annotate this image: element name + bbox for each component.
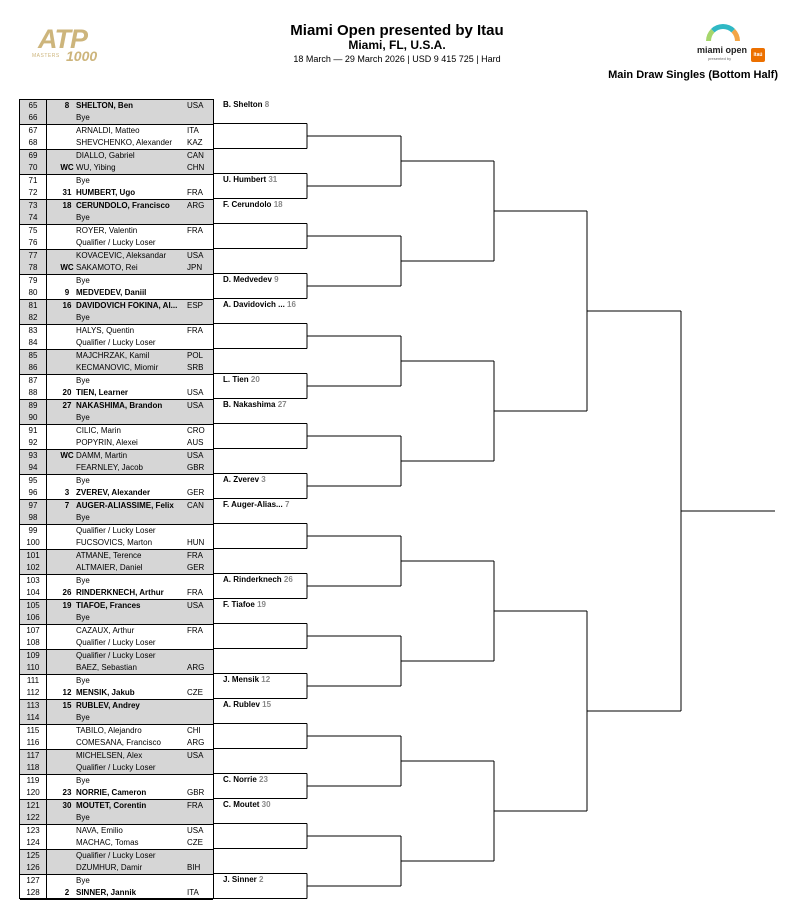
player-number: 81 — [28, 301, 38, 310]
player-name: MENSIK, Jakub — [76, 688, 135, 697]
player-number: 75 — [28, 226, 38, 235]
round2-player-name: F. Auger-Alias... — [223, 500, 283, 509]
round2-player-seed: 19 — [257, 600, 266, 609]
player-number: 83 — [28, 326, 38, 335]
player-number: 122 — [26, 813, 40, 822]
player-name: FUCSOVICS, Marton — [76, 538, 153, 547]
player-seed: 23 — [62, 788, 72, 797]
player-name: Bye — [76, 776, 90, 785]
round2-player-name: L. Tien — [223, 375, 249, 384]
player-name: Qualifier / Lucky Loser — [76, 638, 156, 647]
round2-player-name: A. Rinderknech — [223, 575, 282, 584]
round2-player-seed: 2 — [259, 875, 264, 884]
round2-player-seed: 30 — [261, 800, 271, 809]
tournament-info: 18 March — 29 March 2026 | USD 9 415 725 | Hard — [293, 54, 501, 64]
player-seed: 27 — [62, 401, 72, 410]
player-name: FEARNLEY, Jacob — [76, 463, 143, 472]
player-country: CHN — [187, 163, 205, 172]
player-name: Bye — [76, 113, 90, 122]
player-seed: 7 — [64, 501, 70, 510]
player-name: MACHAC, Tomas — [76, 838, 139, 847]
player-country: USA — [187, 251, 204, 260]
player-number: 118 — [26, 763, 40, 772]
round2-player — [223, 475, 266, 484]
round2-player-seed: 16 — [287, 300, 296, 309]
player-country: USA — [187, 601, 204, 610]
round2-player — [223, 575, 293, 584]
miami-open-logo-name: miami open — [697, 45, 748, 55]
player-name: ATMANE, Terence — [76, 551, 142, 560]
player-country: ARG — [187, 201, 205, 210]
player-country: GBR — [187, 788, 205, 797]
draw-section-title: Main Draw Singles (Bottom Half) — [608, 69, 778, 81]
player-seed: 12 — [62, 688, 72, 697]
player-number: 96 — [28, 488, 38, 497]
player-number: 66 — [28, 113, 38, 122]
player-name: MEDVEDEV, Daniil — [76, 288, 147, 297]
player-number: 127 — [26, 876, 40, 885]
player-number: 94 — [28, 463, 38, 472]
player-number: 72 — [28, 188, 38, 197]
round2-player-name: F. Cerundolo — [223, 200, 272, 209]
player-seed: 2 — [64, 888, 70, 897]
player-name: Qualifier / Lucky Loser — [76, 238, 156, 247]
player-country: GBR — [187, 463, 205, 472]
player-number: 86 — [28, 363, 38, 372]
player-name: NAKASHIMA, Brandon — [76, 401, 163, 410]
player-name: DIALLO, Gabriel — [76, 151, 135, 160]
player-name: SHEVCHENKO, Alexander — [76, 138, 173, 147]
player-name: NORRIE, Cameron — [76, 788, 147, 797]
round2-player-name: C. Moutet — [223, 800, 260, 809]
player-number: 121 — [26, 801, 40, 810]
player-name: ARNALDI, Matteo — [76, 126, 140, 135]
player-name: TIEN, Learner — [76, 388, 129, 397]
player-name: ROYER, Valentin — [76, 226, 138, 235]
player-name: SINNER, Jannik — [76, 888, 137, 897]
player-name: HALYS, Quentin — [76, 326, 135, 335]
player-number: 110 — [26, 663, 40, 672]
player-number: 77 — [28, 251, 38, 260]
player-name: DAVIDOVICH FOKINA, Al... — [76, 301, 178, 310]
player-seed: 15 — [62, 701, 72, 710]
player-country: FRA — [187, 801, 203, 810]
player-number: 123 — [26, 826, 40, 835]
player-number: 104 — [26, 588, 40, 597]
player-country: GER — [187, 488, 205, 497]
player-seed: 9 — [64, 288, 70, 297]
player-number: 108 — [26, 638, 40, 647]
player-name: WU, Yibing — [76, 163, 116, 172]
round2-player — [223, 775, 268, 784]
player-name: RUBLEV, Andrey — [76, 701, 140, 710]
player-country: POL — [187, 351, 204, 360]
player-name: Bye — [76, 613, 90, 622]
player-seed: 19 — [62, 601, 72, 610]
round2-player-seed: 23 — [259, 775, 268, 784]
player-number: 76 — [28, 238, 38, 247]
player-name: Bye — [76, 413, 90, 422]
player-number: 87 — [28, 376, 38, 385]
player-number: 88 — [28, 388, 38, 397]
player-number: 80 — [28, 288, 38, 297]
player-number: 102 — [26, 563, 40, 572]
miami-open-logo-sub: presented by — [708, 56, 732, 61]
player-name: Bye — [76, 176, 90, 185]
round2-player-name: J. Sinner — [223, 875, 257, 884]
player-name: AUGER-ALIASSIME, Felix — [76, 501, 174, 510]
player-number: 124 — [26, 838, 40, 847]
player-name: COMESANA, Francisco — [76, 738, 161, 747]
round2-player — [223, 700, 271, 709]
player-name: MOUTET, Corentin — [76, 801, 147, 810]
player-number: 120 — [26, 788, 40, 797]
round2-player — [223, 275, 279, 284]
player-name: Bye — [76, 213, 90, 222]
atp-logo-masters: MASTERS — [32, 53, 60, 59]
player-country: CZE — [187, 838, 203, 847]
round2-player-name: U. Humbert — [223, 175, 267, 184]
player-number: 82 — [28, 313, 38, 322]
round2-player-name: A. Rublev — [223, 700, 260, 709]
player-name: Bye — [76, 276, 90, 285]
player-name: TABILO, Alejandro — [76, 726, 142, 735]
player-number: 91 — [28, 426, 38, 435]
player-number: 101 — [26, 551, 40, 560]
round2-player-name: J. Mensik — [223, 675, 260, 684]
player-name: CERUNDOLO, Francisco — [76, 201, 170, 210]
player-country: KAZ — [187, 138, 203, 147]
player-number: 98 — [28, 513, 38, 522]
player-name: Bye — [76, 813, 90, 822]
player-name: ALTMAIER, Daniel — [76, 563, 143, 572]
player-number: 119 — [26, 776, 40, 785]
player-name: SAKAMOTO, Rei — [76, 263, 138, 272]
player-name: TIAFOE, Frances — [76, 601, 141, 610]
player-country: CRO — [187, 426, 205, 435]
round2-player-seed: 26 — [283, 575, 293, 584]
player-country: CAN — [187, 501, 204, 510]
round2-player-seed: 31 — [268, 175, 278, 184]
player-name: RINDERKNECH, Arthur — [76, 588, 164, 597]
player-name: MAJCHRZAK, Kamil — [76, 351, 150, 360]
player-country: CZE — [187, 688, 203, 697]
player-number: 117 — [26, 751, 40, 760]
player-seed: 30 — [62, 801, 72, 810]
round2-player — [223, 100, 269, 109]
player-seed: 8 — [64, 101, 70, 110]
round2-player-name: C. Norrie — [223, 775, 257, 784]
round2-player-name: A. Davidovich ... — [223, 300, 285, 309]
player-number: 113 — [26, 701, 40, 710]
player-name: Qualifier / Lucky Loser — [76, 851, 156, 860]
round2-player-seed: 27 — [277, 400, 287, 409]
player-number: 115 — [26, 726, 40, 735]
atp-logo-text: ATP — [38, 24, 87, 54]
player-number: 95 — [28, 476, 38, 485]
round2-player — [223, 675, 270, 684]
player-number: 84 — [28, 338, 38, 347]
player-name: Bye — [76, 376, 90, 385]
player-number: 89 — [28, 401, 38, 410]
player-number: 112 — [26, 688, 40, 697]
player-number: 69 — [28, 151, 38, 160]
round2-player-name: B. Nakashima — [223, 400, 276, 409]
player-number: 97 — [28, 501, 38, 510]
player-country: USA — [187, 388, 204, 397]
round2-player — [223, 800, 271, 809]
player-name: Qualifier / Lucky Loser — [76, 338, 156, 347]
round2-player-seed: 18 — [273, 200, 283, 209]
player-country: JPN — [187, 263, 203, 272]
player-number: 111 — [26, 676, 40, 685]
player-country: HUN — [187, 538, 205, 547]
player-country: ITA — [187, 126, 199, 135]
player-country: ITA — [187, 888, 199, 897]
player-country: FRA — [187, 551, 203, 560]
player-name: Qualifier / Lucky Loser — [76, 763, 156, 772]
round2-player — [223, 875, 263, 884]
player-country: FRA — [187, 588, 203, 597]
tournament-location: Miami, FL, U.S.A. — [348, 38, 446, 52]
player-country: CHI — [187, 726, 201, 735]
player-name: Bye — [76, 313, 90, 322]
player-name: Qualifier / Lucky Loser — [76, 526, 156, 535]
round2-player-name: D. Medvedev — [223, 275, 272, 284]
player-name: HUMBERT, Ugo — [76, 188, 136, 197]
player-name: Bye — [76, 576, 90, 585]
player-country: USA — [187, 451, 204, 460]
player-number: 105 — [26, 601, 40, 610]
player-seed: WC — [60, 451, 74, 460]
player-number: 73 — [28, 201, 38, 210]
player-country: FRA — [187, 226, 203, 235]
player-country: BIH — [187, 863, 201, 872]
round2-player — [223, 400, 287, 409]
player-name: Bye — [76, 876, 90, 885]
player-seed: 20 — [62, 388, 72, 397]
player-country: FRA — [187, 188, 203, 197]
round2-player — [223, 375, 260, 384]
round2-player-seed: 20 — [250, 375, 260, 384]
player-number: 106 — [26, 613, 40, 622]
player-seed: WC — [60, 263, 74, 272]
player-name: CAZAUX, Arthur — [76, 626, 135, 635]
player-country: ARG — [187, 663, 205, 672]
round2-player-name: B. Shelton — [223, 100, 263, 109]
player-name: SHELTON, Ben — [76, 101, 134, 110]
player-number: 93 — [28, 451, 38, 460]
player-number: 103 — [26, 576, 40, 585]
player-seed: 18 — [62, 201, 72, 210]
player-number: 65 — [28, 101, 38, 110]
player-name: KECMANOVIC, Miomir — [76, 363, 159, 372]
player-number: 79 — [28, 276, 38, 285]
player-seed: 31 — [62, 188, 72, 197]
player-number: 99 — [28, 526, 38, 535]
player-seed: 26 — [62, 588, 72, 597]
player-number: 90 — [28, 413, 38, 422]
player-number: 128 — [26, 888, 40, 897]
player-number: 67 — [28, 126, 38, 135]
player-name: POPYRIN, Alexei — [76, 438, 138, 447]
round2-player-seed: 8 — [264, 100, 270, 109]
player-country: ARG — [187, 738, 205, 747]
player-country: USA — [187, 101, 204, 110]
player-country: CAN — [187, 151, 204, 160]
player-number: 85 — [28, 351, 38, 360]
round2-player-seed: 9 — [274, 275, 279, 284]
player-number: 126 — [26, 863, 40, 872]
player-number: 74 — [28, 213, 38, 222]
player-name: MICHELSEN, Alex — [76, 751, 143, 760]
round2-player-name: A. Zverev — [223, 475, 260, 484]
round2-player — [223, 175, 277, 184]
round2-player-seed: 3 — [261, 475, 266, 484]
player-number: 116 — [26, 738, 40, 747]
tournament-title: Miami Open presented by Itau — [290, 22, 504, 39]
player-number: 92 — [28, 438, 38, 447]
player-number: 114 — [26, 713, 40, 722]
player-name: ZVEREV, Alexander — [76, 488, 151, 497]
round2-player — [223, 300, 296, 309]
round2-player-seed: 15 — [262, 700, 272, 709]
itau-logo: itaú — [751, 48, 765, 62]
player-name: BAEZ, Sebastian — [76, 663, 137, 672]
player-country: USA — [187, 751, 204, 760]
player-name: DAMM, Martin — [76, 451, 128, 460]
player-country: USA — [187, 826, 204, 835]
player-country: GER — [187, 563, 205, 572]
round2-player — [223, 200, 283, 209]
player-name: DZUMHUR, Damir — [76, 863, 143, 872]
player-name: Qualifier / Lucky Loser — [76, 651, 156, 660]
player-number: 100 — [26, 538, 40, 547]
player-name: Bye — [76, 713, 90, 722]
player-number: 107 — [26, 626, 40, 635]
player-country: SRB — [187, 363, 204, 372]
player-name: NAVA, Emilio — [76, 826, 123, 835]
round2-player-name: F. Tiafoe — [223, 600, 255, 609]
player-number: 78 — [28, 263, 38, 272]
player-name: CILIC, Marin — [76, 426, 121, 435]
player-number: 71 — [28, 176, 38, 185]
player-country: AUS — [187, 438, 204, 447]
atp-logo-level: 1000 — [66, 48, 98, 64]
player-name: KOVACEVIC, Aleksandar — [76, 251, 167, 260]
player-seed: WC — [60, 163, 74, 172]
player-country: ESP — [187, 301, 204, 310]
player-seed: 16 — [62, 301, 72, 310]
player-country: FRA — [187, 626, 203, 635]
player-name: Bye — [76, 676, 90, 685]
player-name: Bye — [76, 513, 90, 522]
round2-player — [223, 500, 289, 509]
player-number: 109 — [26, 651, 40, 660]
player-number: 125 — [26, 851, 40, 860]
player-name: Bye — [76, 476, 90, 485]
player-number: 70 — [28, 163, 38, 172]
player-seed: 3 — [64, 488, 70, 497]
round2-player-seed: 7 — [284, 500, 290, 509]
round2-player-seed: 12 — [261, 675, 271, 684]
player-country: FRA — [187, 326, 203, 335]
player-number: 68 — [28, 138, 38, 147]
round2-player — [223, 600, 266, 609]
player-country: USA — [187, 401, 204, 410]
